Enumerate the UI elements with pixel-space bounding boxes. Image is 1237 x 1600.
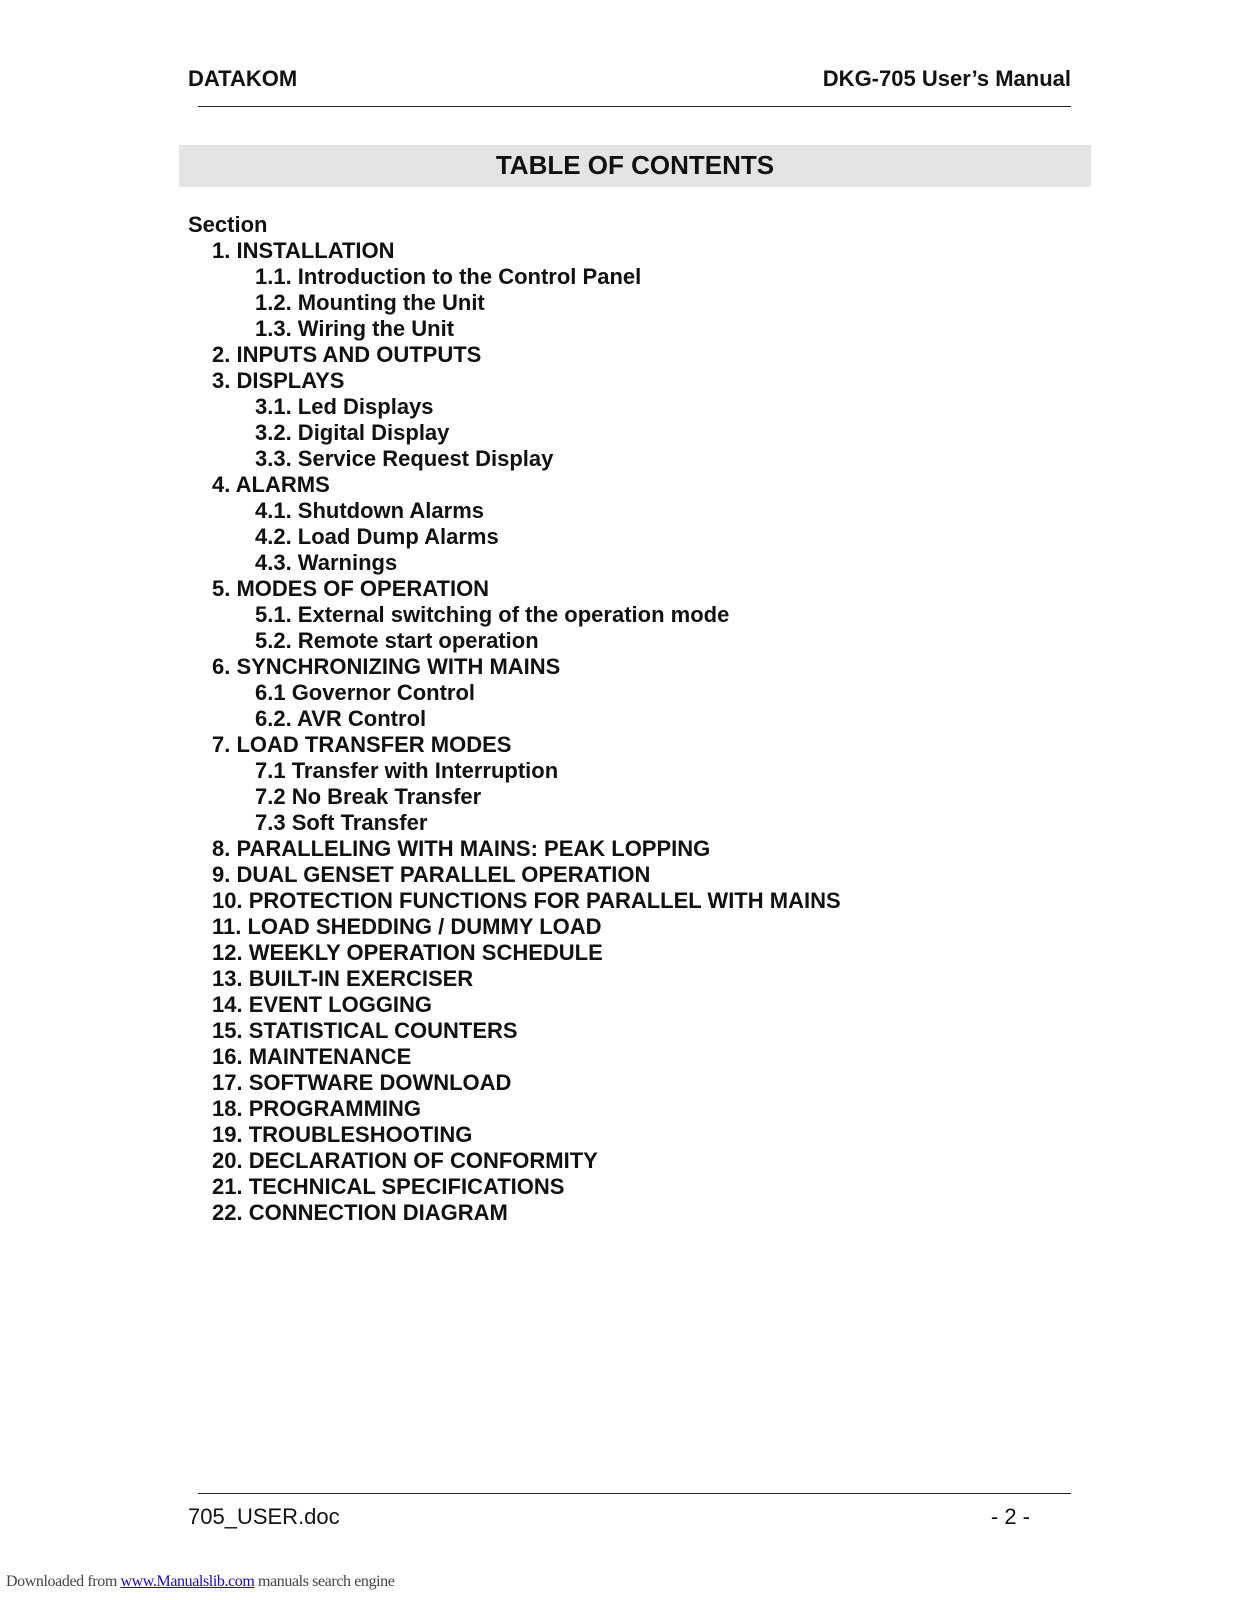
footer-divider [198,1493,1071,1494]
toc-subsection[interactable]: 4.3. Warnings [255,550,398,575]
page-title: TABLE OF CONTENTS [495,150,775,180]
toc-subsection[interactable]: 5.1. External switching of the operation mode [255,602,730,627]
toc-title-band [179,145,1091,187]
toc-subsection[interactable]: 6.2. AVR Control [255,706,427,731]
toc-subsection[interactable]: 1.1. Introduction to the Control Panel [255,264,642,289]
download-note-suffix: manuals search engine [254,1573,395,1590]
table-of-contents [0,212,1237,1226]
toc-chapter[interactable]: 21. TECHNICAL SPECIFICATIONS [212,1174,565,1199]
footer-filename: 705_USER.doc [188,1504,340,1529]
toc-chapter[interactable]: 22. CONNECTION DIAGRAM [212,1200,508,1225]
toc-chapter[interactable]: 10. PROTECTION FUNCTIONS FOR PARALLEL WITH MAINS [212,888,841,913]
toc-chapter[interactable]: 20. DECLARATION OF CONFORMITY [212,1148,598,1173]
toc-chapter[interactable]: 18. PROGRAMMING [212,1096,422,1121]
toc-chapter[interactable]: 6. SYNCHRONIZING WITH MAINS [212,654,561,679]
header-brand: DATAKOM [188,66,298,91]
toc-chapter[interactable]: 1. INSTALLATION [212,238,395,263]
toc-chapter[interactable]: 16. MAINTENANCE [212,1044,412,1069]
toc-chapter[interactable]: 5. MODES OF OPERATION [212,576,490,601]
toc-chapter[interactable]: 9. DUAL GENSET PARALLEL OPERATION [212,862,651,887]
toc-subsection[interactable]: 3.3. Service Request Display [255,446,554,471]
header-divider [198,106,1071,107]
toc-chapter[interactable]: 14. EVENT LOGGING [212,992,433,1017]
toc-subsection[interactable]: 7.3 Soft Transfer [255,810,428,835]
toc-subsection[interactable]: 3.1. Led Displays [255,394,434,419]
toc-subsection[interactable]: 4.1. Shutdown Alarms [255,498,485,523]
toc-chapter[interactable]: 19. TROUBLESHOOTING [212,1122,473,1147]
toc-chapter[interactable]: 17. SOFTWARE DOWNLOAD [212,1070,512,1095]
toc-subsection[interactable]: 1.2. Mounting the Unit [255,290,485,315]
toc-chapter[interactable]: 12. WEEKLY OPERATION SCHEDULE [212,940,603,965]
toc-subsection[interactable]: 3.2. Digital Display [255,420,450,445]
toc-subsection[interactable]: 1.3. Wiring the Unit [255,316,455,341]
toc-chapter[interactable]: 2. INPUTS AND OUTPUTS [212,342,482,367]
manualslib-link[interactable]: www.Manualslib.com [120,1573,255,1590]
toc-section-label: Section [188,212,268,237]
header-manual-title: DKG-705 User’s Manual [822,66,1071,91]
toc-chapter[interactable]: 11. LOAD SHEDDING / DUMMY LOAD [212,914,602,939]
toc-chapter[interactable]: 13. BUILT-IN EXERCISER [212,966,474,991]
toc-chapter[interactable]: 15. STATISTICAL COUNTERS [212,1018,518,1043]
toc-chapter[interactable]: 7. LOAD TRANSFER MODES [212,732,512,757]
toc-subsection[interactable]: 7.2 No Break Transfer [255,784,482,809]
toc-subsection[interactable]: 5.2. Remote start operation [255,628,539,653]
download-note [6,1572,394,1592]
toc-subsection[interactable]: 4.2. Load Dump Alarms [255,524,499,549]
download-note-prefix: Downloaded from [6,1573,121,1590]
page-number: - 2 - [990,1504,1030,1529]
toc-chapter[interactable]: 8. PARALLELING WITH MAINS: PEAK LOPPING [212,836,711,861]
toc-chapter[interactable]: 3. DISPLAYS [212,368,345,393]
toc-chapter[interactable]: 4. ALARMS [212,472,330,497]
toc-subsection[interactable]: 6.1 Governor Control [255,680,476,705]
toc-subsection[interactable]: 7.1 Transfer with Interruption [255,758,559,783]
